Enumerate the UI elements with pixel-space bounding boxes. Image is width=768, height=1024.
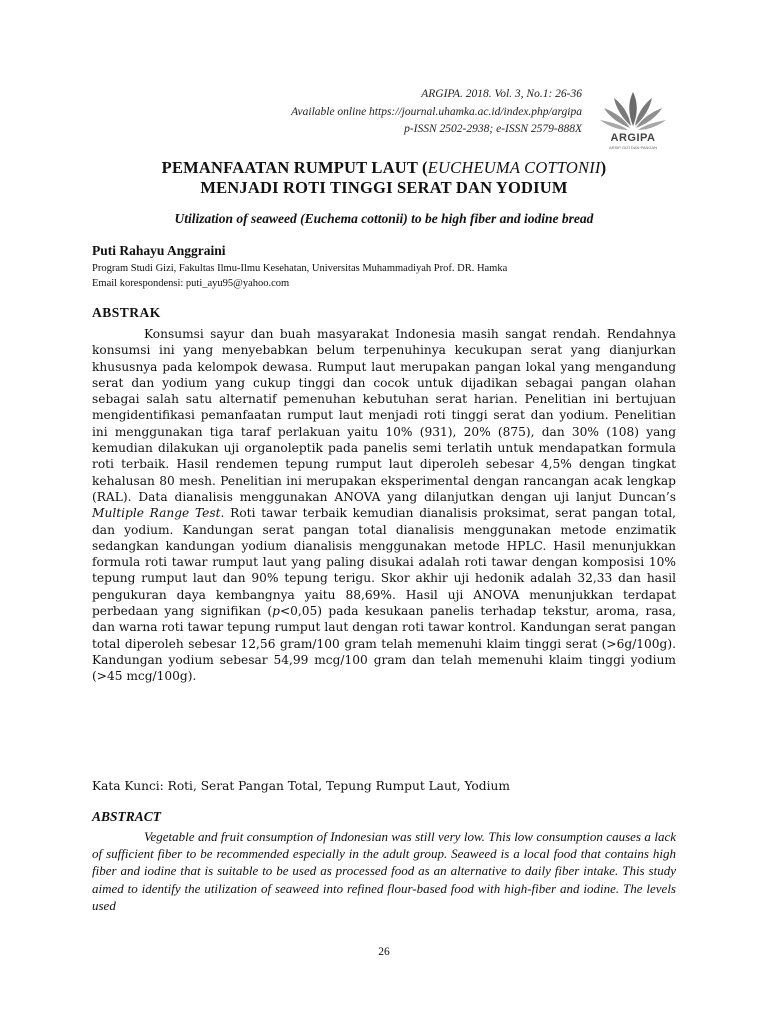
logo-text: ARGIPA: [610, 132, 656, 144]
title-line-1: PEMANFAATAN RUMPUT LAUT (EUCHEUMA COTTONII): [161, 158, 607, 177]
abstract-heading: ABSTRACT: [92, 809, 162, 824]
journal-url: Available online https://journal.uhamka.ac.id/index.php/argipa: [291, 105, 582, 118]
author-affiliation: Program Studi Gizi, Fakultas Ilmu-Ilmu Kesehatan, Universitas Muhammadiyah Prof. DR. Hamka: [92, 263, 508, 274]
page-number: 26: [378, 946, 390, 958]
author-name: Puti Rahayu Anggraini: [92, 243, 226, 258]
journal-info: [291, 86, 582, 139]
abstrak-text: Konsumsi sayur dan buah masyarakat Indonesia masih sangat rendah. Rendahnya konsumsi ini yang menyebabkan belum terpenuhinya kecukupan serat yang dianjurkan khususnya pada kelompok dewasa. Rumput laut merupakan pangan lokal yang mengandung serat dan yodium yang cukup tinggi dan cocok untuk dijadikan sebagai pangan olahan sebagai salah satu alternatif pemenuhan kebutuhan serat harian. Penelitian ini bertujuan mengidentifikasi pemanfaatan rumput laut menjadi roti tinggi serat dan yodium. Penelitian ini menggunakan tiga taraf perlakuan yaitu 10% (931), 20% (875), dan 30% (108) yang kemudian dilakukan uji organoleptik pada panelis semi terlatih untuk mendapatkan formula roti terbaik. Hasil rendemen tepung rumput laut diperoleh sebesar 4,5% dengan tingkat kehalusan 80 mesh. Penelitian ini merupakan eksperimental dengan rancangan acak lengkap (RAL). Data dianalisis menggunakan ANOVA yang dilanjutkan dengan uji lanjut Duncan’s Multiple Range Test. Roti tawar terbaik kemudian dianalisis proksimat, serat pangan total, dan yodium. Kandungan serat pangan total dianalisis menggunakan metode enzimatik sedangkan kandungan yodium dianalisis menggunakan metode HPLC. Hasil menunjukkan formula roti tawar rumput laut yang paling disukai adalah roti tawar dengan komposisi 10% tepung rumput laut dan 90% tepung terigu. Skor akhir uji hedonik adalah 32,33 dan hasil pengukuran daya kembangnya yaitu 88,69%. Hasil uji ANOVA menunjukkan terdapat perbedaan yang signifikan (p<0,05) pada kesukaan panelis terhadap tekstur, aroma, rasa, dan warna roti tawar tepung rumput laut dengan roti tawar kontrol. Kandungan serat pangan total diperoleh sebesar 12,56 gram/100 gram telah memenuhi klaim tinggi serat (>6g/100g). Kandungan yodium sebesar 54,99 mcg/100 gram dan telah memenuhi klaim tinggi yodium (>45 mcg/100g).: [92, 327, 676, 684]
journal-citation: ARGIPA. 2018. Vol. 3, No.1: 26-36: [421, 88, 582, 100]
title-line-2: MENJADI ROTI TINGGI SERAT DAN YODIUM: [200, 178, 568, 197]
journal-issn: p-ISSN 2502-2938; e-ISSN 2579-888X: [404, 123, 582, 135]
abstrak-heading: ABSTRAK: [92, 305, 161, 320]
keywords: Kata Kunci: Roti, Serat Pangan Total, Tepung Rumput Laut, Yodium: [92, 779, 510, 793]
paper-title: [92, 158, 676, 198]
logo-subtext: ARSIP GIZI DAN PANGAN: [608, 145, 658, 150]
english-title: Utilization of seaweed (Euchema cottonii) to be high fiber and iodine bread: [174, 211, 594, 226]
abstract-text: Vegetable and fruit consumption of Indonesian was still very low. This low consumption causes a lack of sufficient fiber to be recommended especially in the adult group. Seaweed is a local food that contains high fiber and iodine that is suitable to be used as processed food as an alternative to daily fiber intake. This study aimed to identify the utilization of seaweed into refined flour-based food with high-fiber and iodine. The levels used: [92, 829, 676, 913]
author-email: Email korespondensi: puti_ayu95@yahoo.com: [92, 278, 290, 289]
